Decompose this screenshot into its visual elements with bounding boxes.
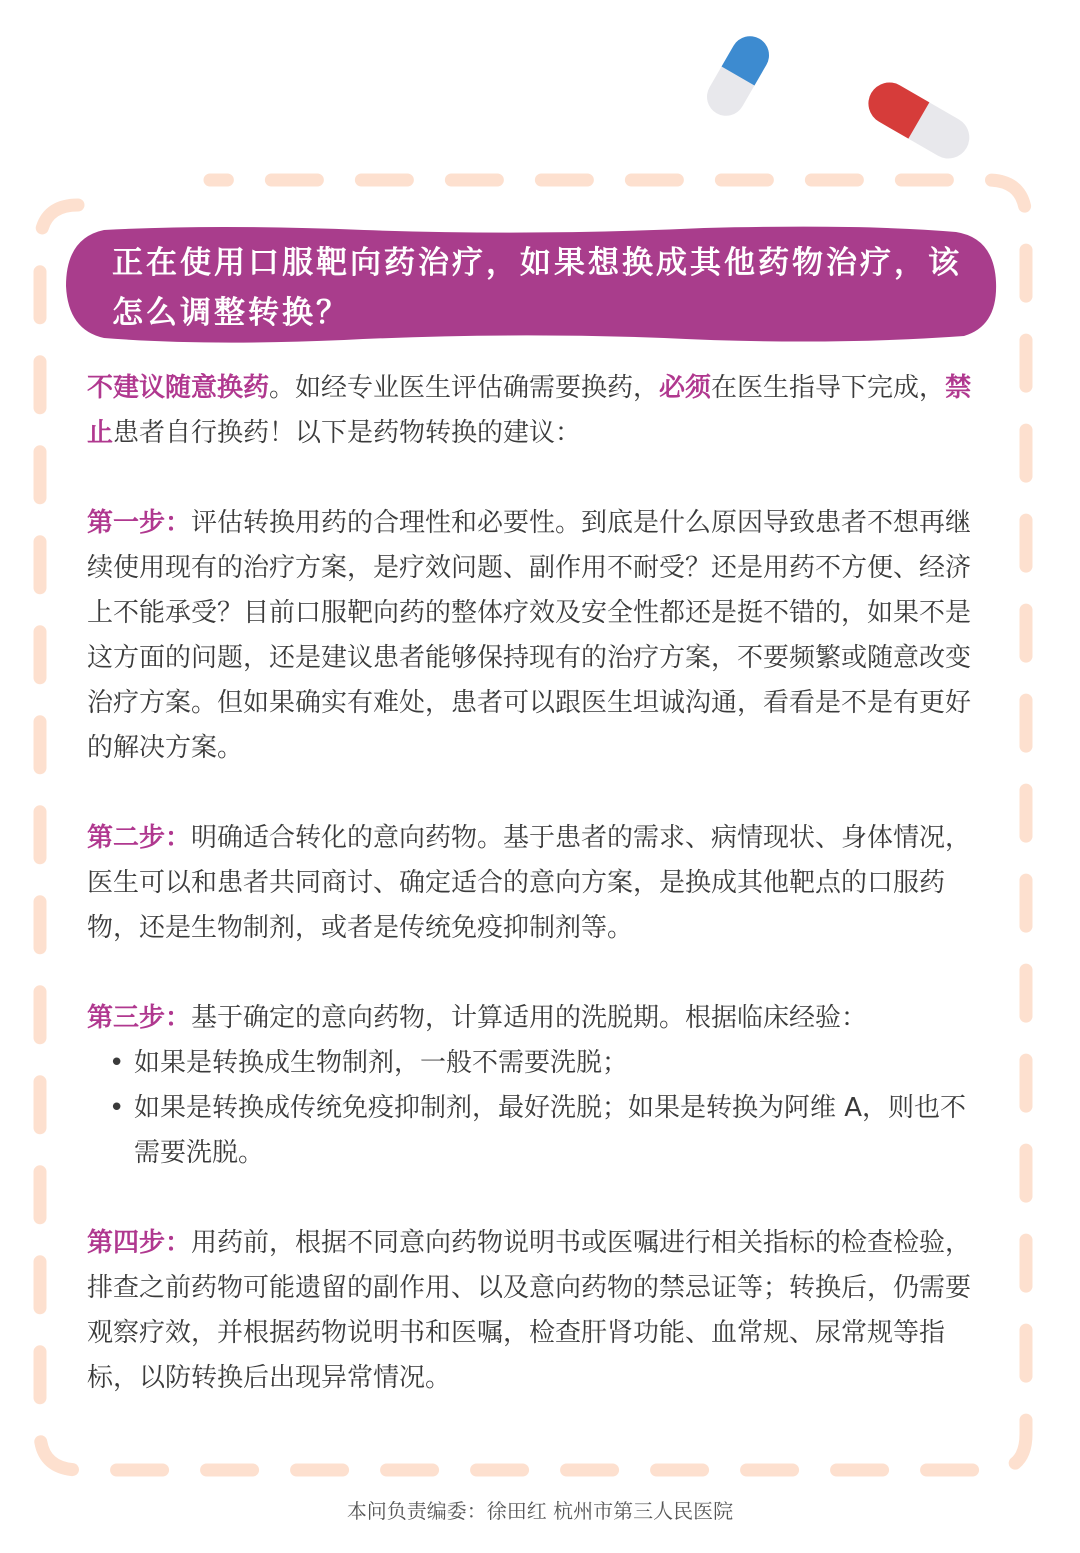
title-banner [64, 222, 998, 346]
list-item-text: 如果是转换成传统免疫抑制剂，最好洗脱；如果是转换为阿维 A，则也不需要洗脱。 [134, 1093, 967, 1168]
step-text: 评估转换用药的合理性和必要性。到底是什么原因导致患者不想再继续使用现有的治疗方案，是疗效问题、副作用不耐受？还是用药不方便、经济上不能承受？目前口服靶向药的整体疗效及安全性都还是挺不错的，如果不是这方面的问题，还是建议患者能够保持现有的治疗方案，不要频繁或随意改变治疗方案。但如果确实有难处，患者可以跟医生坦诚沟通，看看是不是有更好的解决方案。 [87, 508, 972, 763]
step-text: 基于确定的意向药物，计算适用的洗脱期。根据临床经验： [191, 1003, 868, 1033]
list-item-text: 如果是转换成生物制剂，一般不需要洗脱； [134, 1048, 629, 1078]
intro-highlight: 禁止 [87, 373, 972, 448]
bullet-icon: • [109, 1093, 125, 1123]
list-item [87, 1041, 979, 1086]
page-title: 正在使用口服靶向药治疗，如果想换成其他药物治疗，该怎么调整转换？ [112, 245, 962, 331]
step-4 [87, 1221, 979, 1401]
intro-paragraph [87, 366, 979, 456]
intro-text: 患者自行换药！以下是药物转换的建议： [113, 418, 582, 448]
step-label: 第二步： [87, 823, 192, 853]
step-text: 用药前，根据不同意向药物说明书或医嘱进行相关指标的检查检验，排查之前药物可能遗留的副作用、以及意向药物的禁忌证等；转换后，仍需要观察疗效，并根据药物说明书和医嘱，检查肝肾功能、血常规、尿常规等指标，以防转换后出现异常情况。 [87, 1228, 972, 1393]
intro-highlight: 必须 [659, 373, 712, 403]
step-label: 第四步： [87, 1228, 192, 1258]
capsule-icon [0, 0, 1080, 180]
step-label: 第一步： [87, 508, 192, 538]
washout-list [87, 1041, 979, 1176]
bullet-icon: • [109, 1048, 125, 1078]
intro-text: 在医生指导下完成， [711, 373, 946, 403]
step-text: 明确适合转化的意向药物。基于患者的需求、病情现状、身体情况，医生可以和患者共同商讨、确定适合的意向方案，是换成其他靶点的口服药物，还是生物制剂，或者是传统免疫抑制剂等。 [87, 823, 972, 943]
step-label: 第三步： [87, 1003, 192, 1033]
intro-text: 。如经专业医生评估确需要换药， [269, 373, 660, 403]
list-item [87, 1086, 979, 1176]
step-1 [87, 501, 979, 771]
editor-credit: 本问负责编委：徐田红 杭州市第三人民医院 [346, 1499, 734, 1523]
step-2 [87, 816, 979, 951]
article-body [87, 366, 979, 1401]
step-3 [87, 996, 979, 1041]
intro-highlight: 不建议随意换药 [87, 373, 270, 403]
